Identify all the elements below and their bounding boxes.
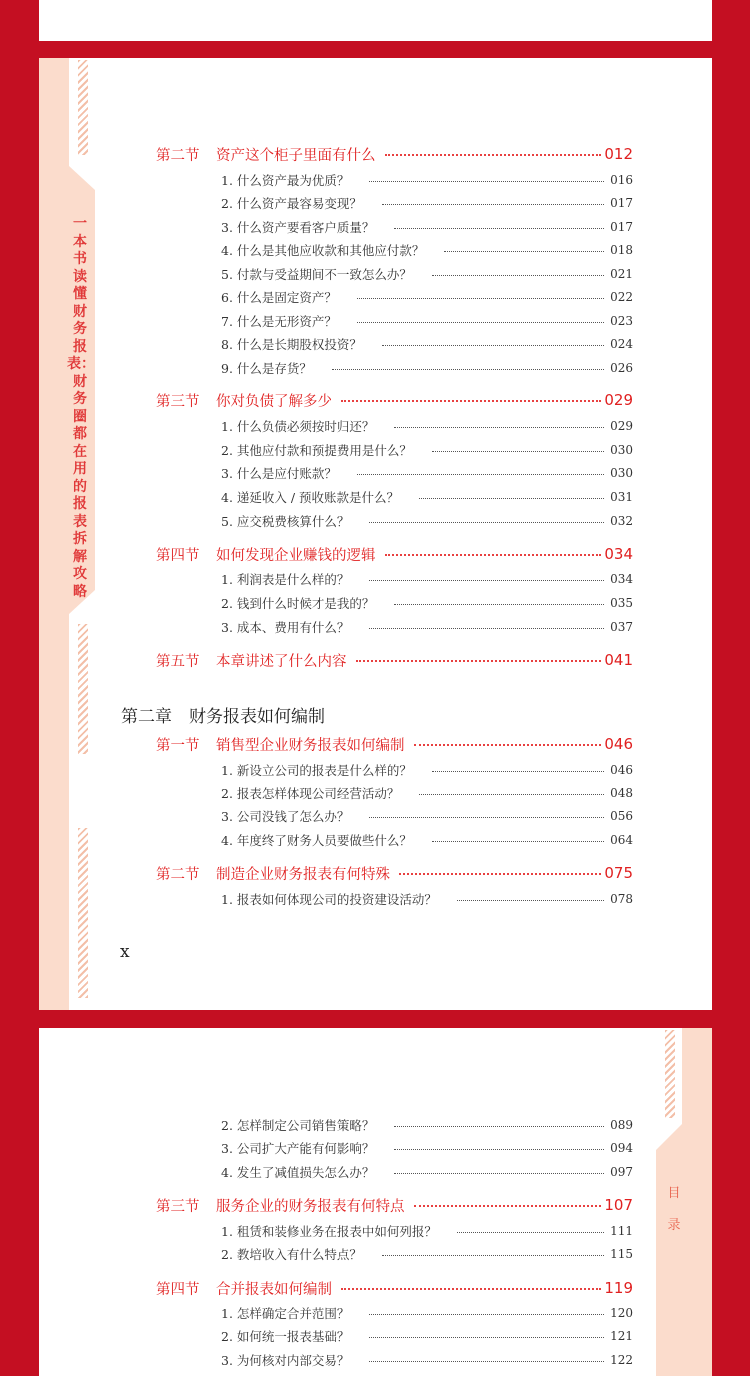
toc-item-entry	[221, 311, 633, 331]
page-number: 041	[604, 651, 633, 669]
page-number: 122	[610, 1353, 633, 1367]
dot-leader	[357, 298, 604, 299]
item-title: 3. 成本、费用有什么？	[221, 620, 350, 635]
page-number: 064	[610, 833, 633, 847]
toc-section-entry	[156, 1194, 633, 1216]
toc-item-entry	[221, 511, 633, 531]
page-number: 048	[610, 786, 633, 800]
section-title: 合并报表如何编制	[216, 1281, 332, 1298]
page-number: 018	[610, 243, 633, 257]
spine-book-title: 一本书读懂财务报表：财务圈都在用的报表拆解攻略	[67, 216, 95, 600]
page-number: 029	[610, 419, 633, 433]
toc-item-entry	[221, 193, 633, 213]
page-number: 035	[610, 596, 633, 610]
section-number: 第四节	[156, 1281, 200, 1298]
section-title: 如何发现企业赚钱的逻辑	[216, 547, 376, 564]
toc-section-entry	[156, 143, 633, 165]
section-number: 第二节	[156, 147, 200, 164]
item-title: 1. 什么负债必须按时归还？	[221, 419, 375, 434]
dot-leader	[369, 522, 604, 523]
toc-section-entry	[156, 1277, 633, 1299]
section-title: 服务企业的财务报表有何特点	[216, 1198, 405, 1215]
item-title: 3. 什么是应付账款？	[221, 466, 337, 481]
page-number: 031	[610, 490, 633, 504]
toc-tab	[652, 1028, 712, 1376]
toc-item-entry	[221, 217, 633, 237]
page-number: 030	[610, 466, 633, 480]
item-title: 2. 报表怎样体现公司经营活动？	[221, 786, 400, 801]
dot-leader	[394, 604, 604, 605]
item-title: 3. 公司没钱了怎么办？	[221, 809, 350, 824]
page-number: 111	[610, 1224, 633, 1238]
page-number: 034	[604, 545, 633, 563]
toc-item-entry	[221, 1350, 633, 1370]
toc-item-entry	[221, 416, 633, 436]
item-title: 4. 递延收入 / 预收账款是什么？	[221, 490, 400, 505]
section-title: 本章讲述了什么内容	[216, 653, 347, 670]
page-number: 032	[610, 514, 633, 528]
dot-leader	[356, 660, 602, 662]
toc-page-right	[39, 1028, 712, 1376]
dot-leader	[414, 744, 602, 746]
page-number: 037	[610, 620, 633, 634]
page-number: 016	[610, 173, 633, 187]
toc-section-entry	[156, 862, 633, 884]
toc-item-entry	[221, 440, 633, 460]
item-title: 1. 新设立公司的报表是什么样的？	[221, 763, 412, 778]
page-number: 121	[610, 1329, 633, 1343]
dot-leader	[369, 628, 604, 629]
dot-leader	[432, 771, 604, 772]
toc-section-entry	[156, 389, 633, 411]
item-title: 5. 付款与受益期间不一致怎么办？	[221, 267, 412, 282]
toc-item-entry	[221, 889, 633, 909]
dot-leader	[369, 1314, 604, 1315]
toc-page-left	[39, 58, 712, 1010]
toc-item-entry	[221, 358, 633, 378]
toc-item-entry	[221, 1326, 633, 1346]
page-folio: x	[120, 942, 130, 962]
dot-leader	[369, 1337, 604, 1338]
toc-item-entry	[221, 760, 633, 780]
item-title: 9. 什么是存货？	[221, 361, 312, 376]
page-number: 094	[610, 1141, 633, 1155]
toc-item-entry	[221, 569, 633, 589]
toc-item-entry	[221, 1303, 633, 1323]
toc-item-entry	[221, 1162, 633, 1182]
dot-leader	[341, 400, 601, 402]
toc-item-entry	[221, 593, 633, 613]
toc-item-entry	[221, 617, 633, 637]
item-title: 1. 什么资产最为优质？	[221, 173, 350, 188]
dot-leader	[369, 181, 604, 182]
toc-item-entry	[221, 463, 633, 483]
chapter-heading: 第二章 财务报表如何编制	[121, 707, 325, 727]
item-title: 5. 应交税费核算什么？	[221, 514, 350, 529]
item-title: 1. 报表如何体现公司的投资建设活动？	[221, 892, 437, 907]
page-number: 046	[604, 735, 633, 753]
dot-leader	[457, 1232, 604, 1233]
hatch-decoration	[78, 828, 88, 998]
page-number: 056	[610, 809, 633, 823]
page-number: 029	[604, 391, 633, 409]
section-number: 第五节	[156, 653, 200, 670]
page-number: 024	[610, 337, 633, 351]
section-title: 资产这个柜子里面有什么	[216, 147, 376, 164]
dot-leader	[394, 1173, 604, 1174]
toc-item-entry	[221, 783, 633, 803]
toc-label: 目录	[667, 1186, 681, 1233]
item-title: 7. 什么是无形资产？	[221, 314, 337, 329]
item-title: 2. 什么资产最容易变现？	[221, 196, 362, 211]
toc-section-entry	[156, 733, 633, 755]
dot-leader	[369, 1361, 604, 1362]
section-number: 第三节	[156, 1198, 200, 1215]
page-number: 017	[610, 196, 633, 210]
page-number: 078	[610, 892, 633, 906]
page-number: 089	[610, 1118, 633, 1132]
item-title: 2. 如何统一报表基础？	[221, 1329, 350, 1344]
page-number: 107	[604, 1196, 633, 1214]
item-title: 6. 什么是固定资产？	[221, 290, 337, 305]
section-number: 第三节	[156, 393, 200, 410]
toc-item-entry	[221, 1138, 633, 1158]
item-title: 3. 什么资产要看客户质量？	[221, 220, 375, 235]
dot-leader	[382, 345, 604, 346]
toc-item-entry	[221, 806, 633, 826]
dot-leader	[369, 580, 604, 581]
item-title: 2. 教培收入有什么特点？	[221, 1247, 362, 1262]
item-title: 2. 怎样制定公司销售策略？	[221, 1118, 375, 1133]
page-number: 012	[604, 145, 633, 163]
item-title: 3. 为何核对内部交易？	[221, 1353, 350, 1368]
dot-leader	[432, 841, 604, 842]
section-title: 制造企业财务报表有何特殊	[216, 866, 390, 883]
dot-leader	[394, 228, 604, 229]
item-title: 1. 租赁和装修业务在报表中如何列报？	[221, 1224, 437, 1239]
dot-leader	[385, 554, 602, 556]
page-number: 120	[610, 1306, 633, 1320]
dot-leader	[369, 817, 604, 818]
page-number: 026	[610, 361, 633, 375]
page-number: 021	[610, 267, 633, 281]
dot-leader	[385, 154, 602, 156]
page-number: 075	[604, 864, 633, 882]
dot-leader	[357, 322, 604, 323]
page-number: 097	[610, 1165, 633, 1179]
item-title: 1. 怎样确定合并范围？	[221, 1306, 350, 1321]
toc-item-entry	[221, 1115, 633, 1135]
dot-leader	[382, 204, 604, 205]
dot-leader	[419, 794, 604, 795]
page-number: 034	[610, 572, 633, 586]
hatch-decoration	[78, 60, 88, 155]
page-number: 115	[610, 1247, 633, 1261]
item-title: 4. 发生了减值损失怎么办？	[221, 1165, 375, 1180]
section-number: 第二节	[156, 866, 200, 883]
section-number: 第一节	[156, 737, 200, 754]
page-number: 017	[610, 220, 633, 234]
toc-item-entry	[221, 487, 633, 507]
section-number: 第四节	[156, 547, 200, 564]
dot-leader	[432, 275, 604, 276]
section-title: 你对负债了解多少	[216, 393, 332, 410]
toc-item-entry	[221, 1244, 633, 1264]
dot-leader	[394, 1149, 604, 1150]
dot-leader	[341, 1288, 601, 1290]
section-title: 销售型企业财务报表如何编制	[216, 737, 405, 754]
toc-section-entry	[156, 649, 633, 671]
item-title: 3. 公司扩大产能有何影响？	[221, 1141, 375, 1156]
dot-leader	[432, 451, 604, 452]
toc-item-entry	[221, 830, 633, 850]
hatch-decoration	[78, 624, 88, 754]
item-title: 2. 其他应付款和预提费用是什么？	[221, 443, 412, 458]
toc-item-entry	[221, 240, 633, 260]
dot-leader	[394, 427, 604, 428]
dot-leader	[394, 1126, 604, 1127]
toc-section-entry	[156, 543, 633, 565]
item-title: 8. 什么是长期股权投资？	[221, 337, 362, 352]
item-title: 1. 利润表是什么样的？	[221, 572, 350, 587]
previous-page	[39, 0, 712, 41]
page-number: 046	[610, 763, 633, 777]
page-number: 030	[610, 443, 633, 457]
dot-leader	[382, 1255, 604, 1256]
page-number: 119	[604, 1279, 633, 1297]
page-number: 022	[610, 290, 633, 304]
toc-item-entry	[221, 1221, 633, 1241]
dot-leader	[419, 498, 604, 499]
toc-item-entry	[221, 334, 633, 354]
dot-leader	[357, 474, 604, 475]
page-number: 023	[610, 314, 633, 328]
item-title: 4. 年度终了财务人员要做些什么？	[221, 833, 412, 848]
dot-leader	[444, 251, 604, 252]
toc-item-entry	[221, 170, 633, 190]
hatch-decoration	[665, 1030, 675, 1118]
dot-leader	[457, 900, 604, 901]
item-title: 4. 什么是其他应收款和其他应付款？	[221, 243, 425, 258]
item-title: 2. 钱到什么时候才是我的？	[221, 596, 375, 611]
dot-leader	[332, 369, 604, 370]
toc-item-entry	[221, 264, 633, 284]
dot-leader	[399, 873, 601, 875]
dot-leader	[414, 1205, 602, 1207]
toc-item-entry	[221, 287, 633, 307]
